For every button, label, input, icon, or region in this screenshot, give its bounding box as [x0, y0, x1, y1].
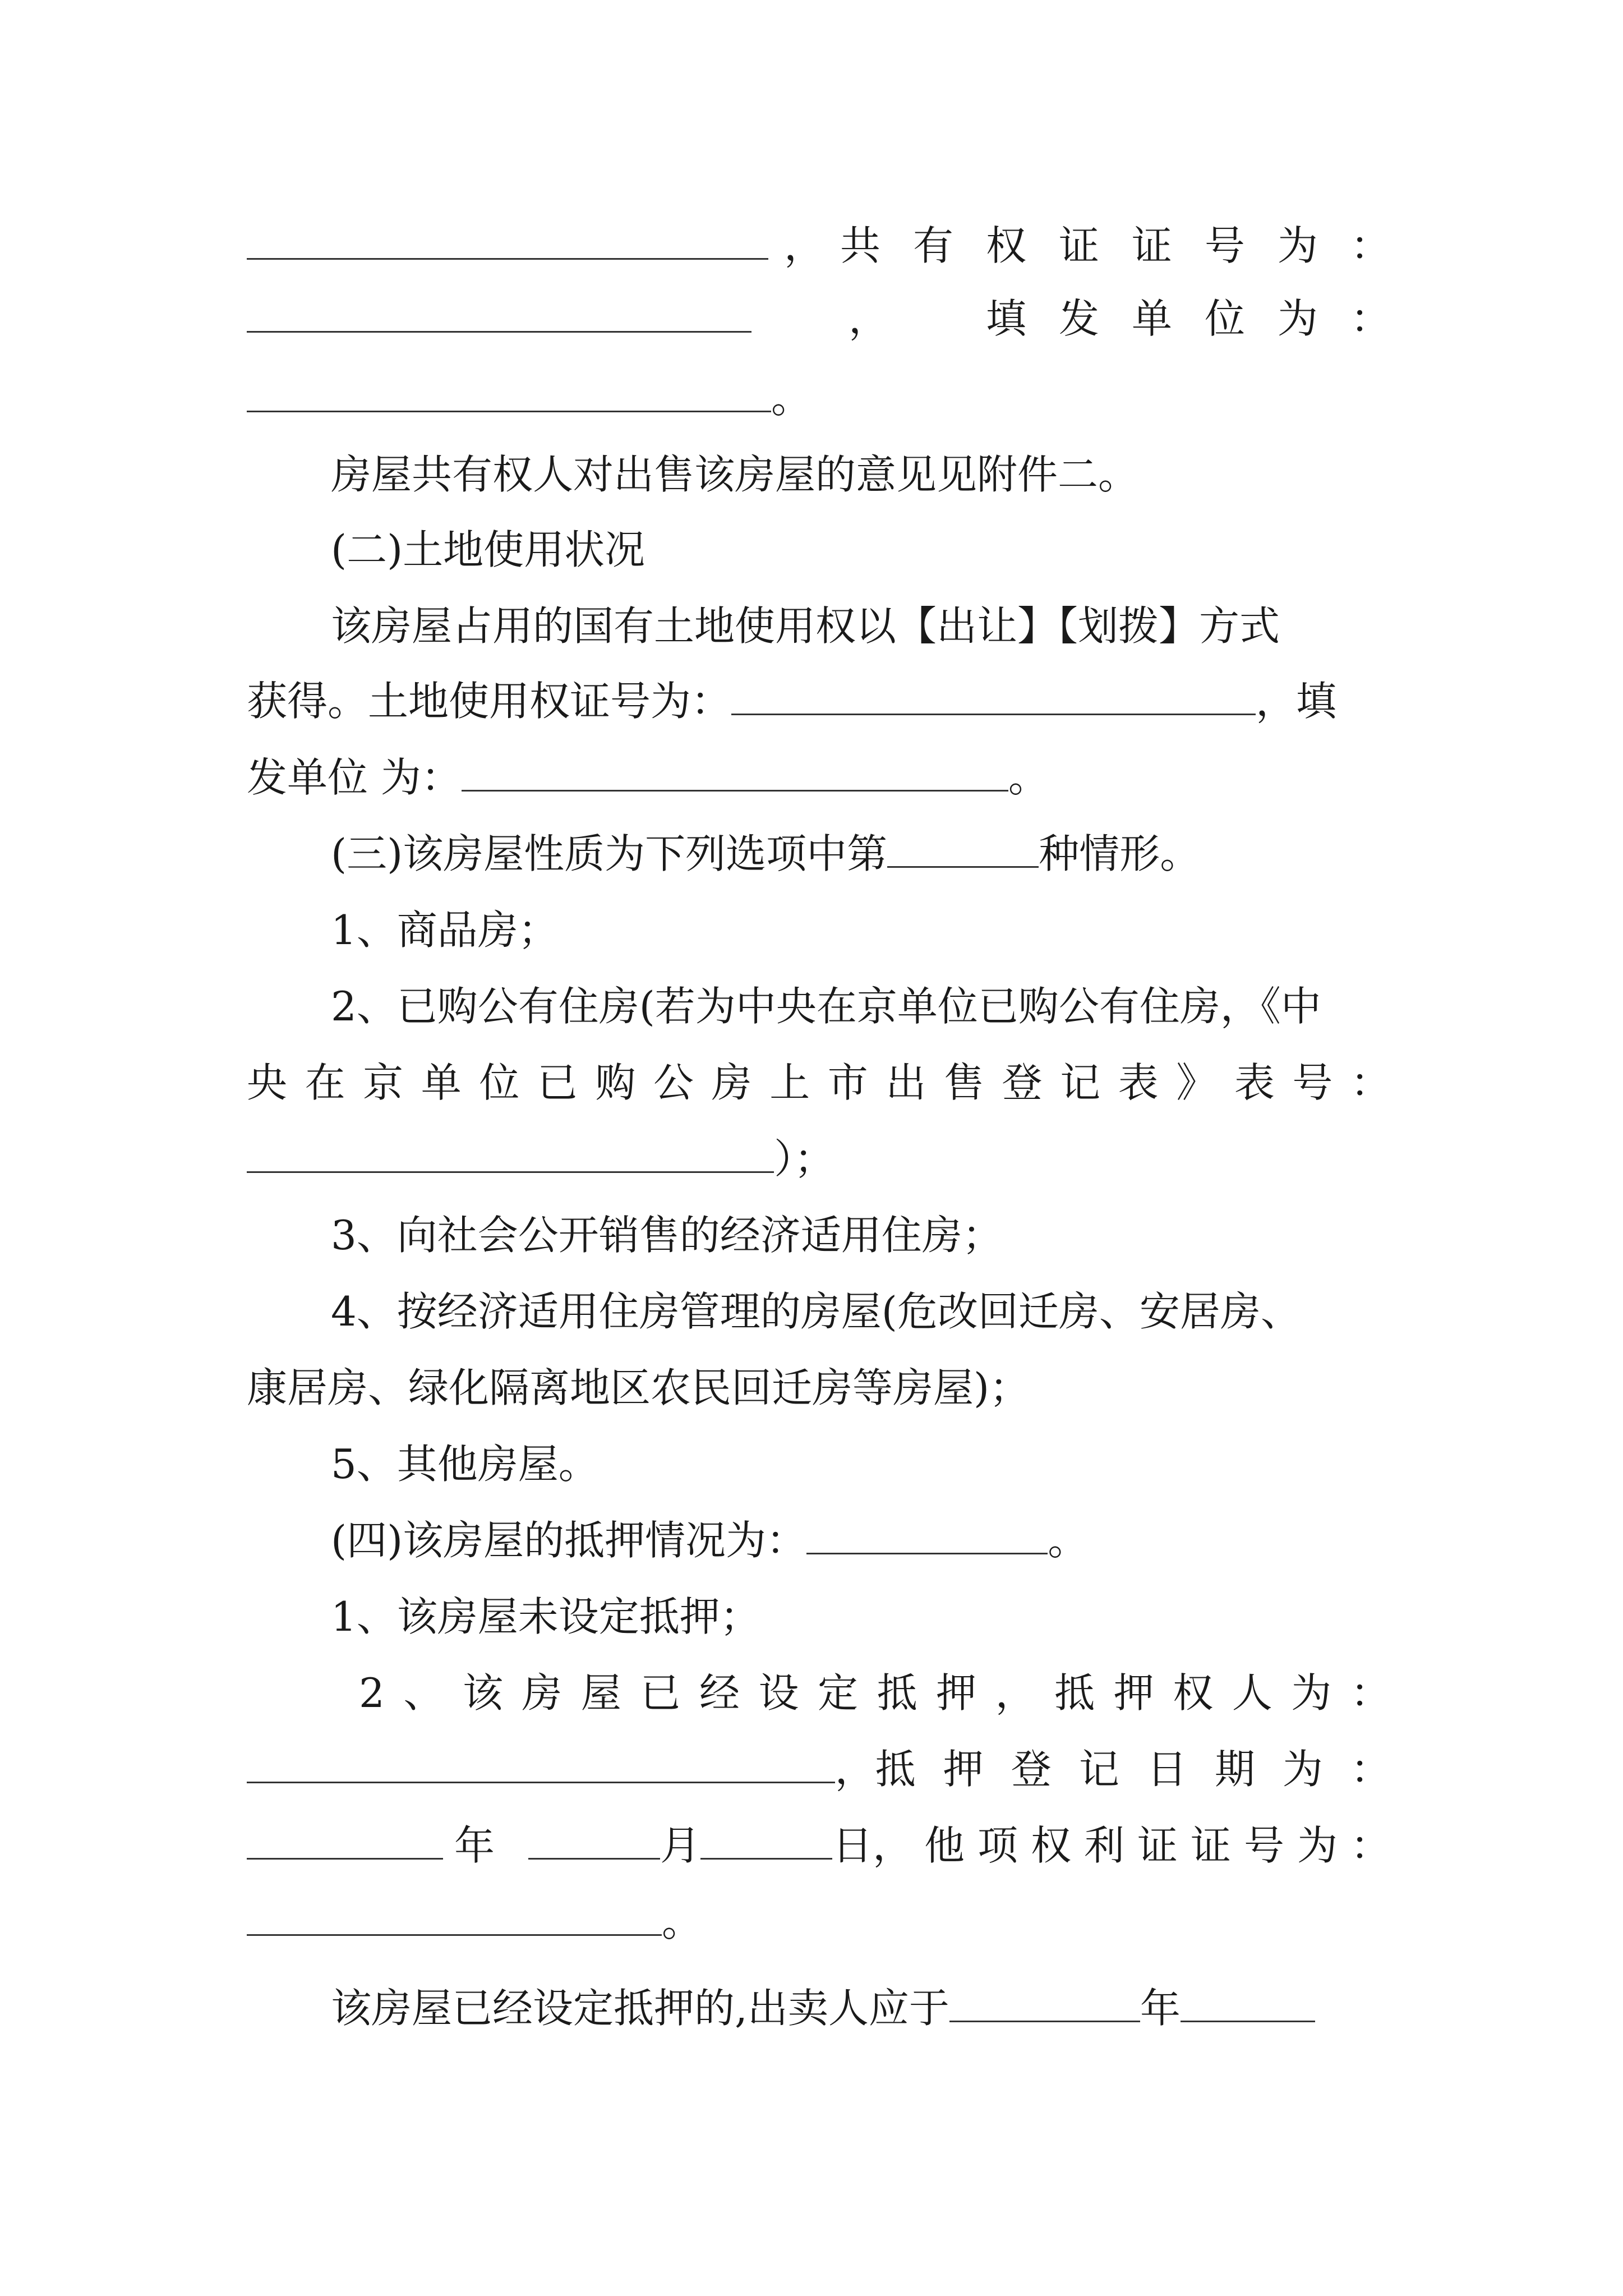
coownership-cert-line — [247, 218, 1391, 274]
separator-comma: ， — [783, 222, 824, 269]
char: 经 — [699, 1669, 740, 1717]
char: 权 — [985, 222, 1026, 269]
mortgage-label: (四)该房屋的抵押情况为： — [331, 1517, 807, 1564]
char: 》 — [1176, 1059, 1217, 1106]
char: 抵 — [877, 1669, 917, 1717]
char: 该 — [462, 1669, 503, 1717]
char: 定 — [818, 1669, 859, 1717]
mortgage-option-2-line-2 — [247, 1741, 1391, 1797]
char: 日 — [1146, 1746, 1187, 1793]
char: 单 — [421, 1059, 462, 1106]
option-5: 5、其他房屋。 — [331, 1441, 599, 1488]
option-2-tail: ）； — [774, 1135, 835, 1182]
period: 。 — [771, 375, 812, 422]
char: 抵 — [1054, 1669, 1095, 1717]
blank-issuer[interactable] — [247, 371, 771, 412]
nature-tail: 种情形。 — [1039, 830, 1201, 877]
char: 房 — [711, 1059, 752, 1106]
land-use-text-3 — [247, 749, 1391, 806]
option-1: 1、商品房； — [331, 907, 559, 954]
char: 证 — [1058, 222, 1099, 269]
char: 权 — [1173, 1669, 1214, 1717]
blank-land-cert-no[interactable] — [731, 674, 1256, 715]
month-label: 月 — [660, 1822, 701, 1869]
option-2-line-1: 2、已购公有住房(若为中央在京单位已购公有住房，《中 — [331, 983, 1321, 1030]
char: 发 — [1058, 295, 1099, 342]
char: 他 — [924, 1822, 965, 1869]
other-rights-label — [924, 1818, 1391, 1874]
char: 号 — [1204, 222, 1245, 269]
char: 记 — [1060, 1059, 1101, 1106]
char: 位 — [1204, 295, 1245, 342]
blank-land-issuer[interactable] — [462, 751, 1008, 792]
land-cert-tail: ，填 — [1256, 678, 1337, 725]
char: 在 — [305, 1059, 345, 1106]
seller-obligation-text: 该房屋已经设定抵押的,出卖人应于 — [331, 1985, 949, 2032]
coowner-opinion: 房屋共有权人对出售该房屋的意见见附件二。 — [331, 451, 1139, 498]
blank-month[interactable] — [528, 1819, 660, 1860]
char: 设 — [758, 1669, 799, 1717]
issuer-blank-line — [247, 370, 1391, 426]
blank-coowner-cert-no[interactable] — [247, 292, 751, 333]
char: 已 — [640, 1669, 681, 1717]
char: 位 — [479, 1059, 520, 1106]
char: ： — [1350, 222, 1391, 269]
char: 号 — [1243, 1822, 1284, 1869]
blank-mortgagee[interactable] — [247, 1742, 835, 1783]
blank-coowner-name[interactable] — [247, 219, 768, 260]
char: 项 — [978, 1822, 1018, 1869]
char: 出 — [886, 1059, 926, 1106]
mortgage-option-2-line-4 — [247, 1894, 1391, 1950]
blank-day[interactable] — [700, 1819, 832, 1860]
char: ， — [995, 1669, 1036, 1717]
year-label: 年 — [1140, 1985, 1181, 2032]
period: 。 — [1008, 754, 1049, 801]
blank-registration-form-no[interactable] — [247, 1132, 774, 1173]
issuer-line — [247, 291, 1391, 347]
mortgage-option-1: 1、该房屋未设定抵押； — [331, 1593, 760, 1640]
blank-year[interactable] — [247, 1819, 443, 1860]
period: 。 — [1048, 1517, 1089, 1564]
blank-mortgage-status[interactable] — [806, 1513, 1048, 1554]
char: 登 — [1002, 1059, 1043, 1106]
char: 为 — [1297, 1822, 1338, 1869]
section-heading-4 — [247, 1512, 1475, 1568]
section-heading-3 — [247, 826, 1475, 882]
char: 记 — [1078, 1746, 1119, 1793]
option-2-line-3 — [247, 1131, 1391, 1187]
char: 权 — [1031, 1822, 1072, 1869]
char: 上 — [769, 1059, 810, 1106]
char: 表 — [1234, 1059, 1275, 1106]
char: 为 — [1282, 1746, 1323, 1793]
char: ： — [1350, 1059, 1391, 1106]
char: 证 — [1190, 1822, 1231, 1869]
mortgage-date-label — [875, 1741, 1391, 1797]
char: 填 — [985, 295, 1026, 342]
land-use-text-2 — [247, 673, 1391, 729]
day-label: 日， — [832, 1822, 914, 1869]
land-cert-label: 获得。土地使用权证号为： — [247, 678, 732, 725]
char: 押 — [1113, 1669, 1154, 1717]
char: 屋 — [580, 1669, 621, 1717]
char: 央 — [247, 1059, 288, 1106]
char: ： — [1350, 1669, 1391, 1717]
char: 押 — [936, 1669, 977, 1717]
land-issuer-label: 发单位 为： — [247, 754, 462, 801]
char: 表 — [1118, 1059, 1159, 1106]
year-label: 年 — [454, 1822, 495, 1869]
separator-comma: ， — [848, 295, 889, 342]
char: 房 — [522, 1669, 562, 1717]
char: 登 — [1011, 1746, 1052, 1793]
char: 共 — [840, 222, 880, 269]
nature-label: (三)该房屋性质为下列选项中第 — [331, 830, 888, 877]
option-4-line-2: 康居房、绿化隔离地区农民回迁房等房屋)； — [247, 1364, 1030, 1411]
char: 售 — [943, 1059, 984, 1106]
char: 抵 — [875, 1746, 916, 1793]
char: 京 — [363, 1059, 404, 1106]
char: 有 — [912, 222, 953, 269]
char: 期 — [1214, 1746, 1255, 1793]
char: ： — [1350, 1746, 1391, 1793]
char: 购 — [595, 1059, 636, 1106]
blank-other-rights-cert-no[interactable] — [247, 1895, 662, 1936]
char: 已 — [537, 1059, 578, 1106]
mortgage-release-line — [247, 1980, 1475, 2036]
char: ： — [1350, 1822, 1391, 1869]
char: 2 — [359, 1669, 385, 1717]
char: 证 — [1131, 222, 1172, 269]
section-heading-2: (二)土地使用状况 — [331, 526, 645, 573]
char: 利 — [1084, 1822, 1125, 1869]
char: 为 — [1277, 222, 1318, 269]
mortgage-option-2-line-1 — [247, 1665, 1391, 1721]
blank-release-year[interactable] — [949, 1981, 1140, 2022]
mortgage-option-2-line-3 — [247, 1818, 1391, 1874]
option-3: 3、向社会公开销售的经济适用住房； — [331, 1212, 1003, 1259]
char: 押 — [943, 1746, 984, 1793]
char: 公 — [653, 1059, 694, 1106]
char: 市 — [827, 1059, 868, 1106]
char: 单 — [1131, 295, 1172, 342]
char: 号 — [1292, 1059, 1333, 1106]
char: 为 — [1291, 1669, 1332, 1717]
char: 证 — [1137, 1822, 1178, 1869]
char: ： — [1350, 295, 1391, 342]
char: 为 — [1277, 295, 1318, 342]
separator-comma: ， — [834, 1746, 875, 1793]
char: 人 — [1232, 1669, 1272, 1717]
char: 、 — [403, 1669, 444, 1717]
period: 。 — [662, 1898, 703, 1945]
issuer-label — [986, 291, 1391, 347]
land-use-text-1: 该房屋占用的国有土地使用权以【出让】【划拨】方式 — [331, 602, 1280, 650]
cert-label — [840, 218, 1391, 274]
option-2-line-2 — [247, 1055, 1391, 1111]
option-4-line-1: 4、按经济适用住房管理的房屋(危改回迁房、安居房、 — [331, 1288, 1301, 1335]
blank-option-no[interactable] — [887, 827, 1039, 868]
blank-release-month[interactable] — [1181, 1981, 1315, 2022]
